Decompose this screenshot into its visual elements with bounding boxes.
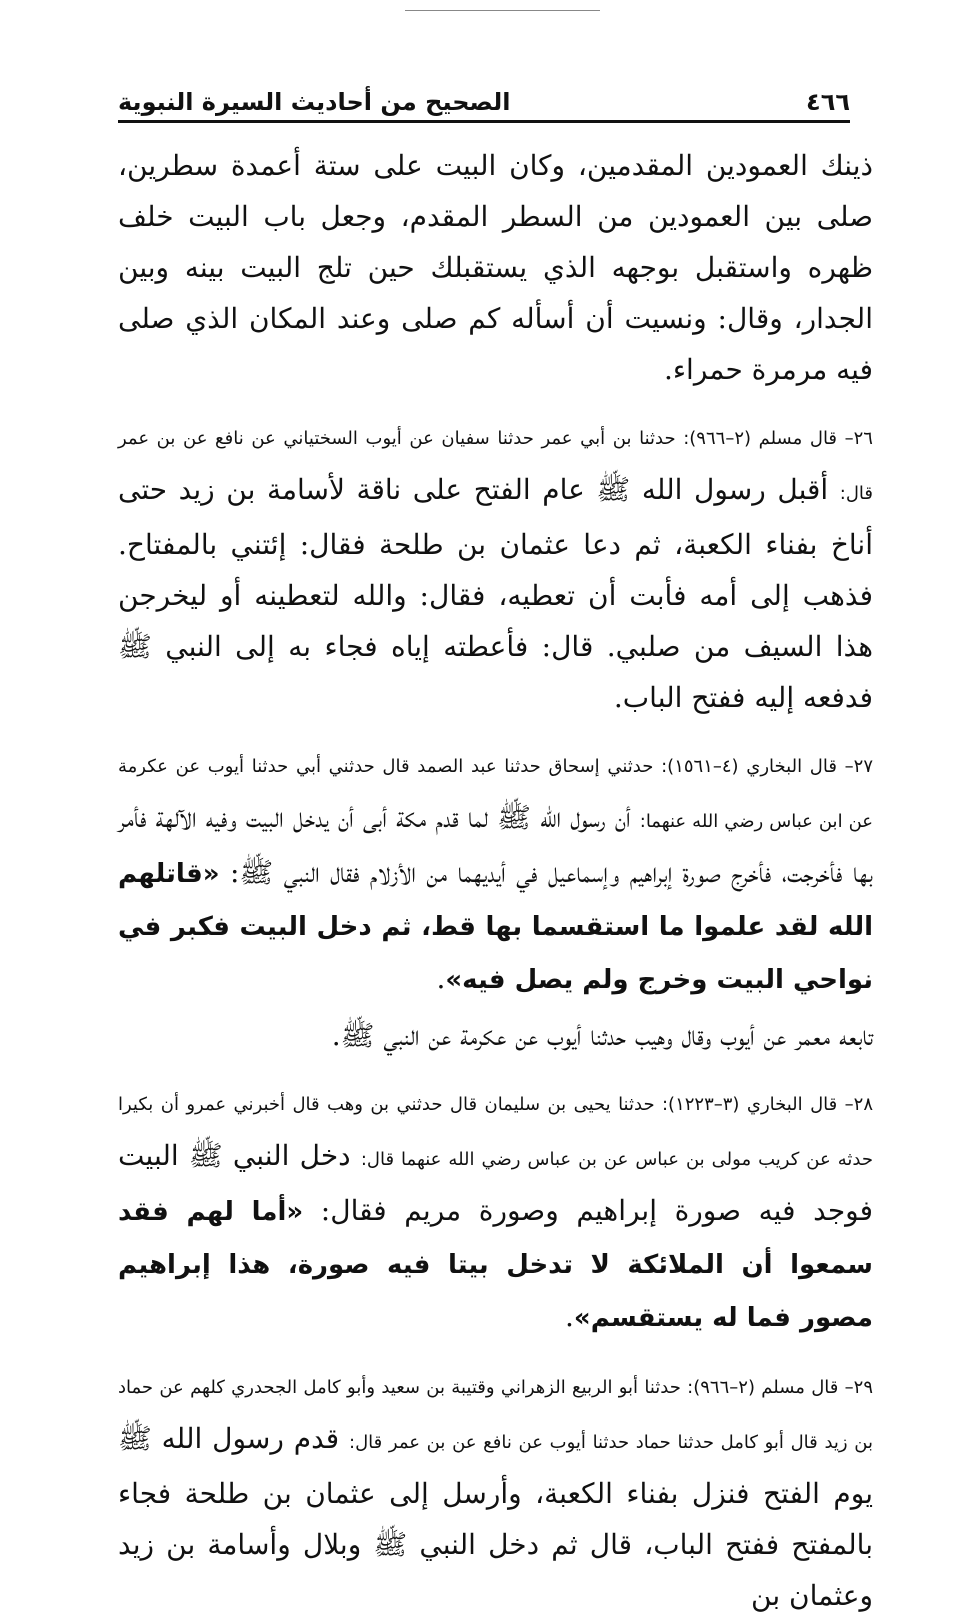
hadith-29 — [118, 1358, 873, 1621]
top-rule — [405, 10, 600, 11]
prophet-quote: «قاتلهم الله لقد علموا ما استقسما بها قط، ثم دخل البيت فكبر في نواحي البيت وخرج ولم يصل فيه» — [118, 859, 873, 995]
hadith-27 — [118, 737, 873, 1061]
page-header — [118, 80, 850, 123]
hadith-matn: دخل النبي ﷺ البيت فوجد فيه صورة إبراهيم وصورة مريم فقال: — [118, 1139, 873, 1227]
hadith-end: . — [436, 962, 446, 995]
hadith-28 — [118, 1075, 873, 1344]
hadith-end: . — [565, 1300, 574, 1333]
page-number: ٤٦٦ — [798, 88, 850, 116]
hadith-26 — [118, 409, 873, 723]
prophet-quote: «أما لهم فقد سمعوا أن الملائكة لا تدخل بيتا فيه صورة، هذا إبراهيم مصور فما له يستقسم» — [118, 1197, 873, 1333]
hadith-isnad: ٢٧– قال البخاري (٤–١٥٦١): حدثني إسحاق حدثنا عبد الصمد قال حدثني أبي حدثنا أيوب عن عكرمة عن ابن عباس رضي الله عنهما: — [118, 756, 874, 832]
opening-paragraph: ذينك العمودين المقدمين، وكان البيت على ستة أعمدة سطرين، صلى بين العمودين من السطر المقدم، وجعل باب البيت خلف ظهره واستقبل بوجهه الذي يستقبلك حين تلج البيت بينه وبين الجدار، وقال: ونسيت أن أسأله كم صلى وعند المكان الذي صلى فيه مرمرة حمراء. — [118, 149, 873, 386]
running-title: الصحيح من أحاديث السيرة النبوية — [118, 88, 511, 116]
hadith-matn: قدم رسول الله ﷺ يوم الفتح فنزل بفناء الكعبة، وأرسل إلى عثمان بن طلحة فجاء بالمفتح ففتح الباب، قال ثم دخل النبي ﷺ وبلال وأسامة بن زيد وعثمان بن — [118, 1422, 873, 1612]
hadith-isnad: ٢٨– قال البخاري (٣–١٢٢٣): حدثنا يحيى بن سليمان قال حدثني بن وهب قال أخبرني عمرو أن بكيرا حدثه عن كريب مولى بن عباس عن بن عباس رضي الله عنهما قال: — [118, 1094, 874, 1170]
hadith-isnad: ٢٦– قال مسلم (٢–٩٦٦): حدثنا بن أبي عمر حدثنا سفيان عن أيوب السختياني عن نافع عن بن عمر قال: — [118, 428, 873, 504]
hadith-matn: أقبل رسول الله ﷺ عام الفتح على ناقة لأسامة بن زيد حتى أناخ بفناء الكعبة، ثم دعا عثمان بن طلحة فقال: إئتني بالمفتاح. فذهب إلى أمه فأبت أن تعطيه، فقال: والله لتعطينه أو ليخرجن هذا السيف من صلبي. قال: فأعطته إياه فجاء به إلى النبي ﷺ فدفعه إليه ففتح الباب. — [118, 473, 873, 714]
hadith-note: تابعه معمر عن أيوب وقال وهيب حدثنا أيوب عن عكرمة عن النبي ﷺ. — [331, 1019, 873, 1052]
hadith-matn: أن رسول الله ﷺ لما قدم مكة أبى أن يدخل البيت وفيه الآلهة فأمر بها فأخرجت، فأخرج صورة إبراهيم وإسماعيل في أيديهما من الأزلام فقال النبي ﷺ: — [118, 801, 873, 889]
page-body — [118, 140, 873, 1621]
hadith-isnad: ٢٩– قال مسلم (٢–٩٦٦): حدثنا أبو الربيع الزهراني وقتيبة بن سعيد وأبو كامل الجحدري كلهم عن حماد بن زيد قال أبو كامل حدثنا حماد حدثنا أيوب عن نافع عن بن عمر قال: — [118, 1377, 874, 1453]
